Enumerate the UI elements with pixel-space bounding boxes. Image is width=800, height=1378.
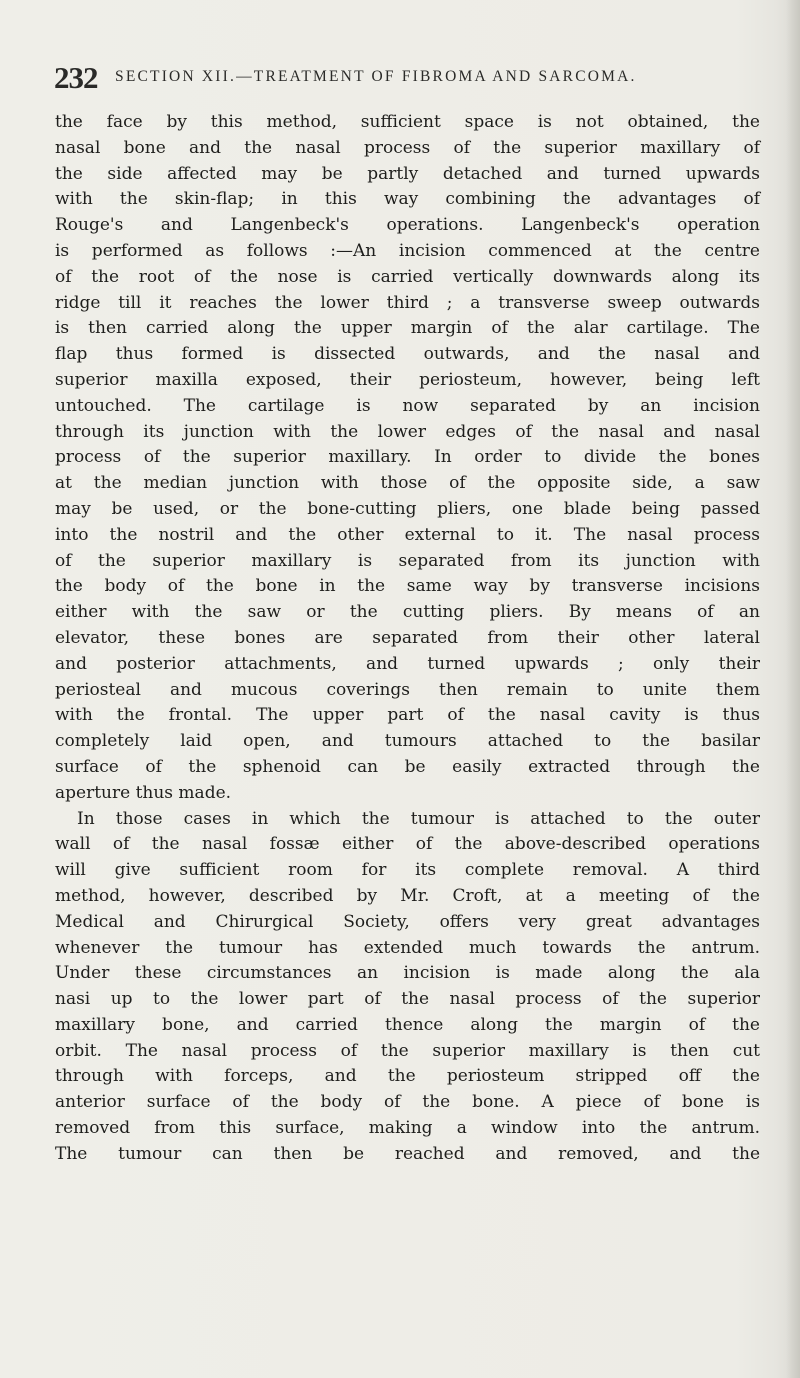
text-line: surface of the sphenoid can be easily extracted through the bbox=[55, 756, 760, 777]
page-number: 232 bbox=[54, 60, 98, 95]
text-line: of the superior maxillary is separated from its junction with bbox=[55, 550, 760, 571]
text-line: the side affected may be partly detached and turned upwards bbox=[55, 163, 760, 184]
text-line: nasi up to the lower part of the nasal process of the superior bbox=[55, 989, 760, 1010]
text-line: flap thus formed is dissected outwards, and the nasal and bbox=[55, 344, 760, 365]
text-line: periosteal and mucous coverings then remain to unite them bbox=[55, 679, 760, 700]
text-line: through with forceps, and the periosteum stripped off the bbox=[55, 1066, 760, 1087]
text-line: whenever the tumour has extended much towards the antrum. bbox=[55, 937, 760, 958]
text-line: elevator, these bones are separated from their other lateral bbox=[55, 627, 760, 648]
text-line: the body of the bone in the same way by transverse incisions bbox=[55, 576, 760, 597]
page-edge-shadow bbox=[786, 0, 800, 1378]
text-line: is performed as follows :—An incision commenced at the centre bbox=[55, 240, 760, 261]
text-line: at the median junction with those of the opposite side, a saw bbox=[55, 473, 760, 494]
text-line: Under these circumstances an incision is made along the ala bbox=[55, 963, 760, 984]
text-line: into the nostril and the other external to it. The nasal process bbox=[55, 524, 760, 545]
text-line: untouched. The cartilage is now separated by an incision bbox=[55, 395, 760, 416]
text-line: Rouge's and Langenbeck's operations. Langenbeck's operation bbox=[55, 215, 760, 236]
text-line: wall of the nasal fossæ either of the above-described operations bbox=[55, 834, 760, 855]
text-line: The tumour can then be reached and removed, and the bbox=[55, 1143, 760, 1164]
text-line: with the frontal. The upper part of the nasal cavity is thus bbox=[55, 705, 760, 726]
text-line: Medical and Chirurgical Society, offers very great advantages bbox=[55, 911, 760, 932]
text-line: either with the saw or the cutting pliers. By means of an bbox=[55, 602, 760, 623]
text-line: is then carried along the upper margin of the alar cartilage. The bbox=[55, 318, 760, 339]
text-line: through its junction with the lower edges of the nasal and nasal bbox=[55, 421, 760, 442]
text-line: maxillary bone, and carried thence along the margin of the bbox=[55, 1014, 760, 1035]
text-line: orbit. The nasal process of the superior maxillary is then cut bbox=[55, 1040, 760, 1061]
body-text bbox=[55, 110, 760, 1168]
text-line: superior maxilla exposed, their periosteum, however, being left bbox=[55, 369, 760, 390]
page-header bbox=[54, 60, 754, 100]
text-line: nasal bone and the nasal process of the superior maxillary of bbox=[55, 137, 760, 158]
text-line: ridge till it reaches the lower third ; a transverse sweep outwards bbox=[55, 292, 760, 313]
text-line: process of the superior maxillary. In order to divide the bones bbox=[55, 447, 760, 468]
text-line: In those cases in which the tumour is attached to the outer bbox=[77, 808, 760, 829]
text-line: method, however, described by Mr. Croft, at a meeting of the bbox=[55, 885, 760, 906]
text-line: completely laid open, and tumours attached to the basilar bbox=[55, 731, 760, 752]
text-line: aperture thus made. bbox=[55, 782, 232, 803]
running-head: SECTION XII.—TREATMENT OF FIBROMA AND SARCOMA. bbox=[115, 68, 637, 85]
text-line: of the root of the nose is carried vertically downwards along its bbox=[55, 266, 760, 287]
text-line: removed from this surface, making a window into the antrum. bbox=[55, 1118, 760, 1139]
text-line: the face by this method, sufficient space is not obtained, the bbox=[55, 112, 760, 132]
text-line: and posterior attachments, and turned upwards ; only their bbox=[55, 653, 760, 674]
text-line: will give sufficient room for its complete removal. A third bbox=[55, 860, 760, 881]
text-line: with the skin-flap; in this way combining the advantages of bbox=[55, 189, 760, 210]
text-line: anterior surface of the body of the bone. A piece of bone is bbox=[55, 1092, 760, 1113]
text-line: may be used, or the bone-cutting pliers, one blade being passed bbox=[55, 498, 760, 519]
